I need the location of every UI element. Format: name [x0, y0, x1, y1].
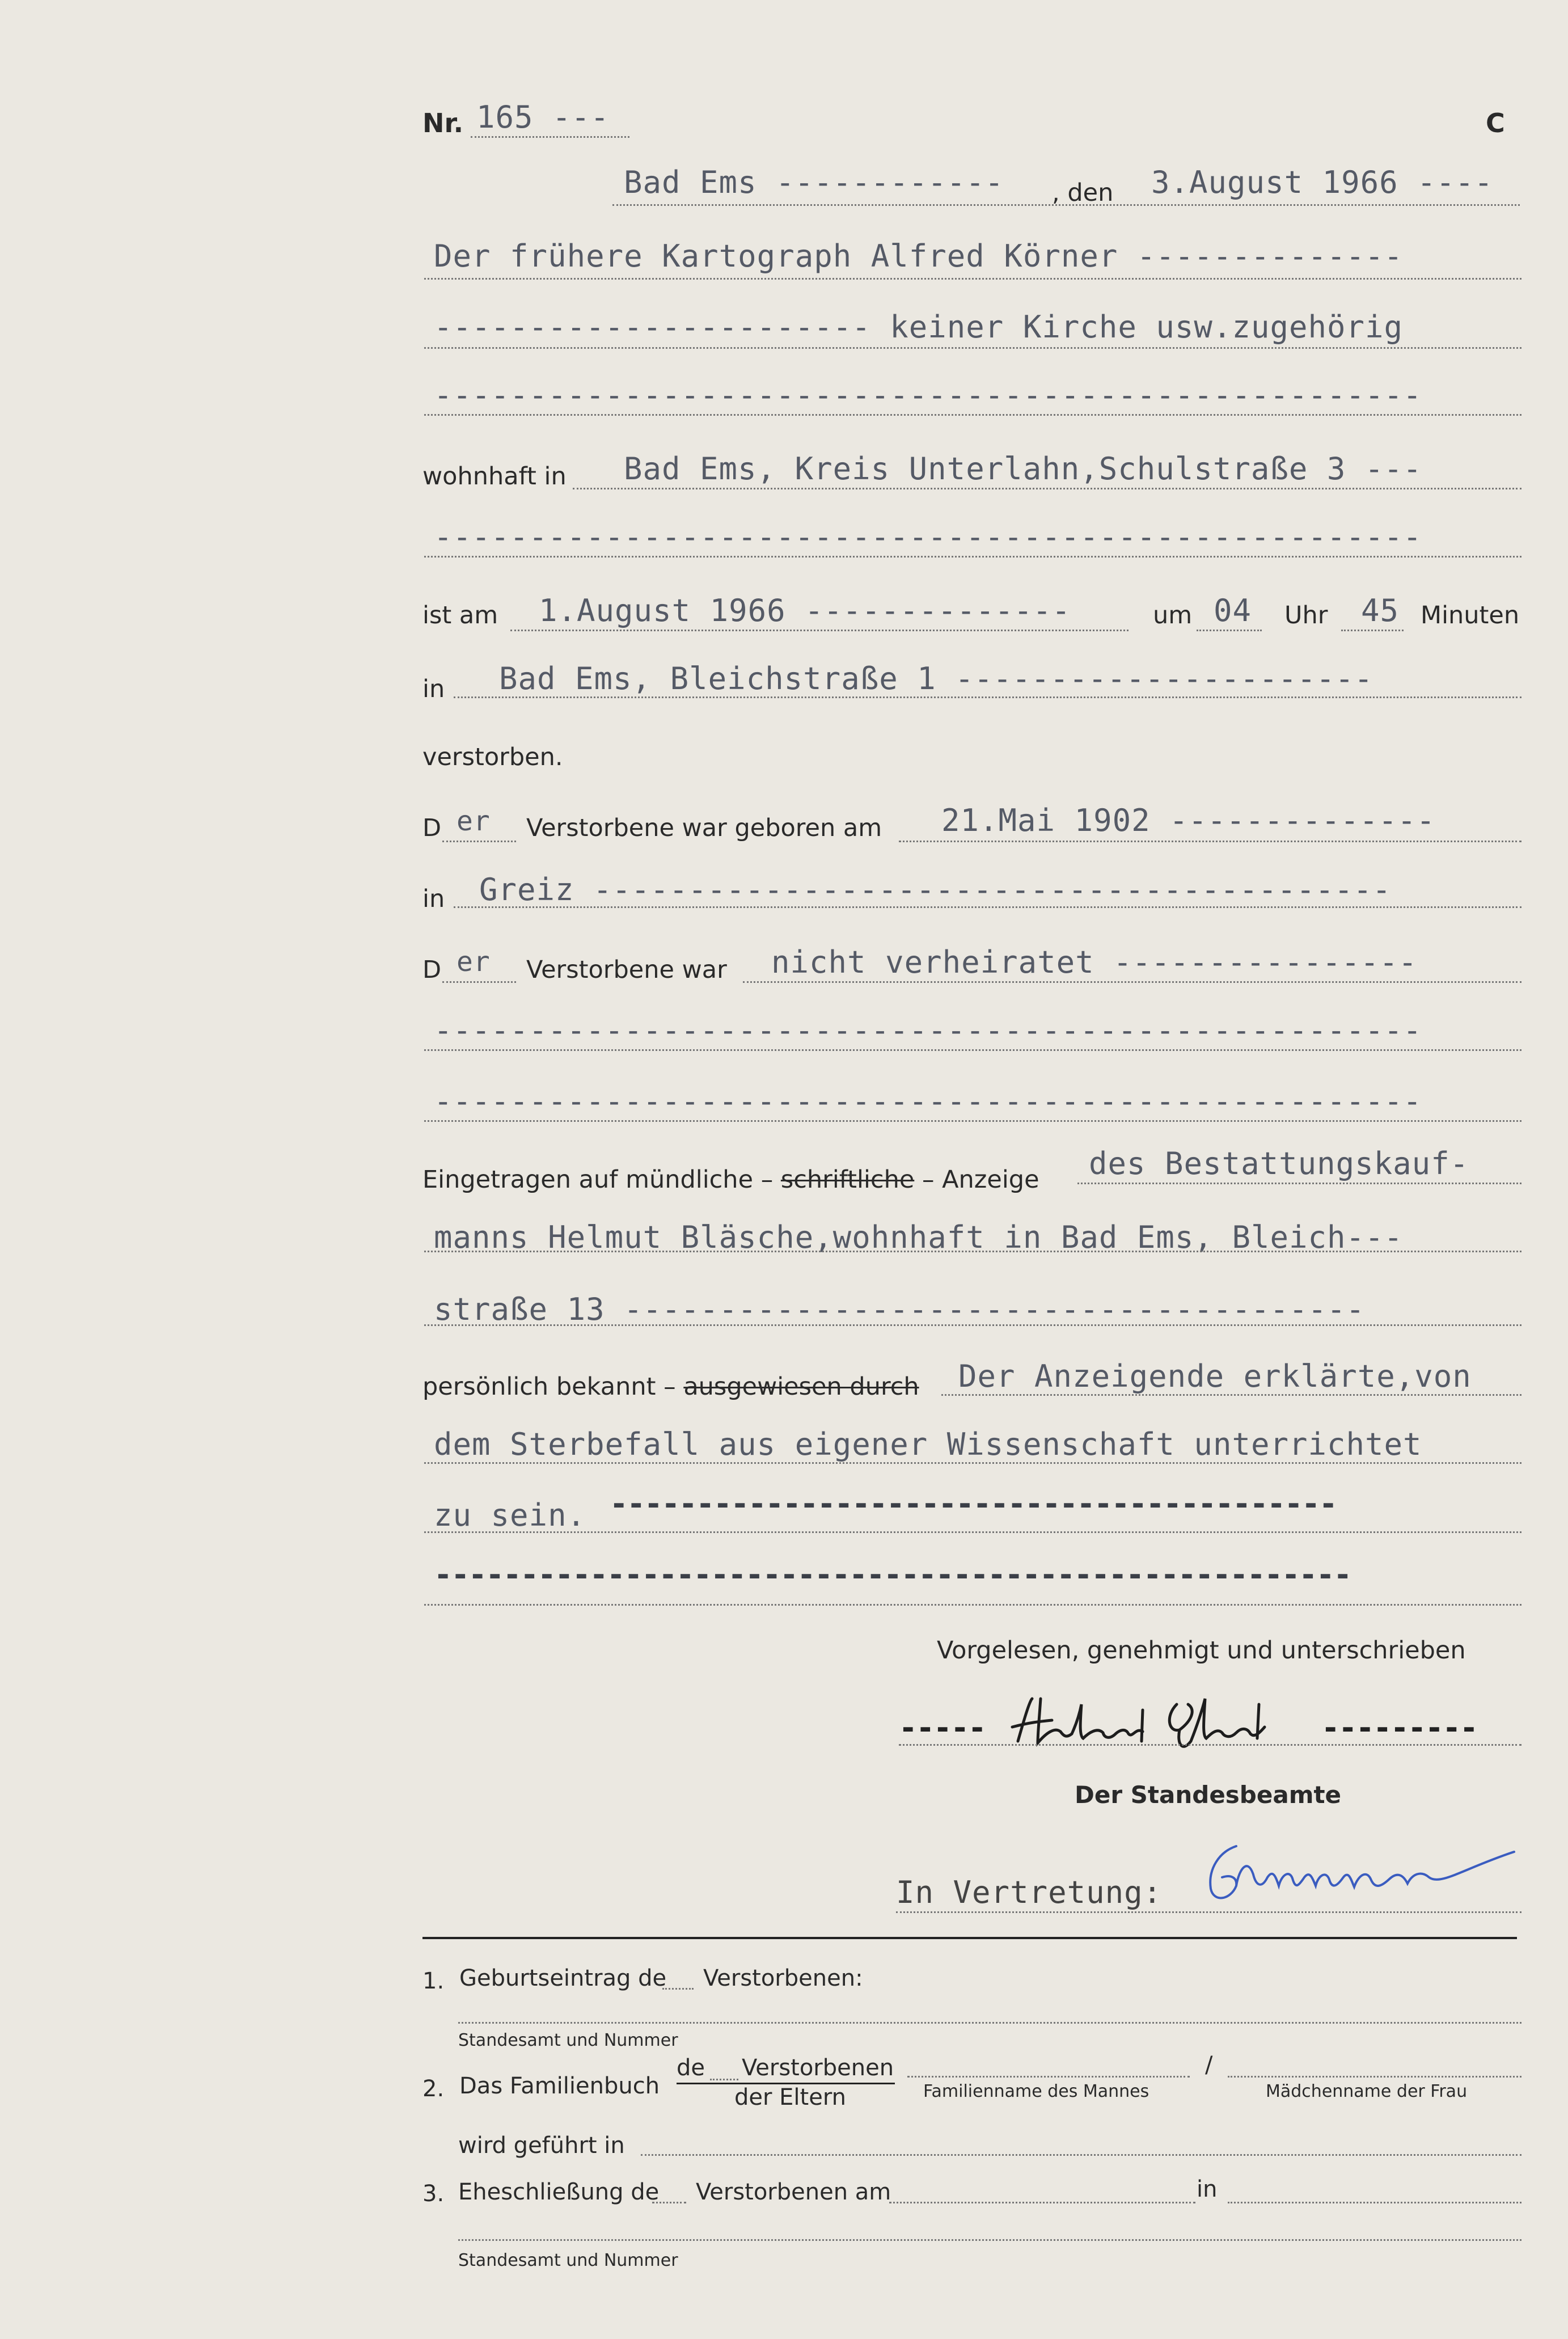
signature-image — [1197, 1835, 1525, 1914]
informant-dashes-left: ----- — [899, 1710, 986, 1746]
birth-place: Greiz ------------------------------------------ — [479, 872, 1392, 907]
dotted-line — [710, 2079, 738, 2080]
dotted-line — [424, 1049, 1521, 1051]
register-number: 165 --- — [476, 99, 610, 135]
dotted-line — [424, 556, 1521, 558]
item2-lower: der Eltern — [734, 2084, 846, 2110]
birth-d-label: D — [422, 814, 442, 842]
identity-label-prefix: persönlich bekannt – — [422, 1373, 676, 1401]
section-separator — [422, 1937, 1517, 1939]
registrar-title: Der Standesbeamte — [1075, 1781, 1342, 1809]
birth-place-in-label: in — [422, 885, 445, 913]
ist-am-label: ist am — [422, 601, 498, 630]
dotted-line — [424, 1251, 1521, 1252]
marital-line-3: ---------------------------------------------------- — [434, 1083, 1422, 1119]
report-label-struck: schriftliche — [780, 1166, 915, 1194]
dotted-line — [1228, 2202, 1521, 2203]
item3-number: 3. — [422, 2181, 445, 2207]
item2-upper: Verstorbenen — [742, 2055, 894, 2081]
verstorben-label: verstorben. — [422, 743, 563, 771]
identity-line-1: Der Anzeigende erklärte,von — [958, 1358, 1472, 1394]
dotted-line — [899, 1744, 1521, 1746]
residence-label: wohnhaft in — [422, 462, 567, 491]
item2-number: 2. — [422, 2076, 445, 2102]
residence-line-1: Bad Ems, Kreis Unterlahn,Schulstraße 3 --- — [624, 451, 1422, 487]
dotted-line — [471, 136, 629, 138]
birth-label: Verstorbene war geboren am — [526, 814, 882, 842]
item1-number: 1. — [422, 1968, 445, 1994]
item1-caption: Standesamt und Nummer — [458, 2030, 678, 2050]
item3-label-a: Eheschließung de — [458, 2179, 660, 2205]
item1-label-a: Geburtseintrag de — [459, 1965, 667, 1991]
dotted-line — [424, 414, 1521, 416]
report-label — [422, 1166, 1039, 1194]
vertretung-label: In Vertretung: — [896, 1874, 1163, 1910]
dotted-line — [743, 981, 1521, 983]
dotted-line — [424, 1531, 1521, 1533]
marital-status: nicht verheiratet ---------------- — [771, 944, 1418, 980]
uhr-label: Uhr — [1284, 601, 1328, 630]
registration-place: Bad Ems ------------ — [624, 164, 1004, 200]
marital-d-label: D — [422, 956, 442, 984]
dotted-line — [1228, 2076, 1521, 2078]
dotted-line — [442, 841, 516, 842]
dotted-line — [458, 2239, 1521, 2241]
dotted-line — [907, 2076, 1190, 2078]
birth-date: 21.Mai 1902 -------------- — [941, 803, 1436, 838]
identity-label — [422, 1373, 919, 1401]
death-date: 1.August 1966 -------------- — [539, 593, 1071, 628]
dotted-line — [454, 696, 1521, 698]
marital-line-2: ---------------------------------------------------- — [434, 1012, 1422, 1048]
den-label: , den — [1052, 179, 1114, 207]
item3-label-b: Verstorbenen am — [696, 2179, 891, 2205]
death-place: Bad Ems, Bleichstraße 1 ---------------------- — [499, 661, 1373, 696]
dotted-line — [424, 1120, 1521, 1122]
dotted-line — [1341, 630, 1404, 631]
identity-line-3-dashes: ------------------------------------------ — [610, 1486, 1337, 1522]
dotted-line — [641, 2154, 1521, 2156]
dotted-line — [896, 1911, 1521, 1913]
deceased-line-1: Der frühere Kartograph Alfred Körner -------------- — [434, 238, 1404, 274]
dotted-line — [454, 906, 1521, 908]
residence-line-2: ---------------------------------------------------- — [434, 519, 1422, 555]
item2-de: de — [677, 2055, 705, 2081]
dotted-line — [899, 841, 1521, 842]
identity-label-struck: ausgewiesen durch — [683, 1373, 919, 1401]
nr-label: Nr. — [422, 108, 464, 138]
death-hour: 04 — [1214, 593, 1252, 628]
report-line-1: des Bestattungskauf- — [1089, 1146, 1469, 1181]
dotted-line — [1197, 630, 1262, 631]
dotted-line — [1077, 1183, 1521, 1184]
dotted-line — [424, 278, 1521, 280]
registration-date: 3.August 1966 ---- — [1151, 164, 1494, 200]
item2-label2: wird geführt in — [458, 2133, 625, 2159]
dotted-line — [424, 1324, 1521, 1326]
read-approved-text: Vorgelesen, genehmigt und unterschrieben — [937, 1636, 1466, 1665]
marital-label: Verstorbene war — [526, 956, 727, 984]
informant-dashes-right: --------- — [1321, 1710, 1477, 1746]
minuten-label: Minuten — [1421, 601, 1520, 630]
dotted-line — [662, 1988, 694, 1990]
deceased-line-2: ----------------------- keiner Kirche usw.zugehörig — [434, 309, 1404, 345]
death-place-in-label: in — [422, 675, 445, 703]
item1-label-b: Verstorbenen: — [703, 1965, 863, 1991]
dotted-line — [941, 1394, 1521, 1396]
item2-label: Das Familienbuch — [459, 2073, 660, 2099]
identity-line-2: dem Sterbefall aus eigener Wissenschaft unterrichtet — [434, 1426, 1422, 1462]
death-minutes: 45 — [1361, 593, 1400, 628]
dotted-line — [424, 1462, 1521, 1464]
item3-caption: Standesamt und Nummer — [458, 2251, 678, 2270]
dotted-line — [424, 1604, 1521, 1606]
identity-line-3: zu sein. — [434, 1497, 586, 1533]
dotted-line — [510, 630, 1129, 631]
um-label: um — [1153, 601, 1193, 630]
corner-letter: C — [1486, 108, 1505, 138]
report-label-suffix: – Anzeige — [922, 1166, 1039, 1194]
item2-slash: / — [1205, 2052, 1213, 2078]
identity-line-4: ----------------------------------------------------- — [434, 1557, 1351, 1593]
birth-d-fill: er — [457, 805, 491, 837]
report-line-3: straße 13 --------------------------------------- — [434, 1291, 1366, 1327]
dotted-line — [612, 204, 1520, 206]
dotted-line — [424, 347, 1521, 349]
dotted-line — [889, 2202, 1195, 2203]
item2-caption-husband: Familienname des Mannes — [923, 2082, 1149, 2101]
deceased-line-3: ---------------------------------------------------- — [434, 377, 1422, 413]
dotted-line — [442, 981, 516, 983]
report-line-2: manns Helmut Bläsche,wohnhaft in Bad Ems, Bleich--- — [434, 1219, 1404, 1255]
registrar-signature — [1197, 1835, 1525, 1914]
dotted-line — [573, 488, 1521, 489]
item3-in: in — [1197, 2176, 1218, 2202]
item2-caption-wife: Mädchenname der Frau — [1266, 2082, 1468, 2101]
dotted-line — [652, 2202, 686, 2203]
report-label-prefix: Eingetragen auf mündliche – — [422, 1166, 774, 1194]
dotted-line — [458, 2022, 1521, 2024]
marital-d-fill: er — [457, 946, 491, 978]
